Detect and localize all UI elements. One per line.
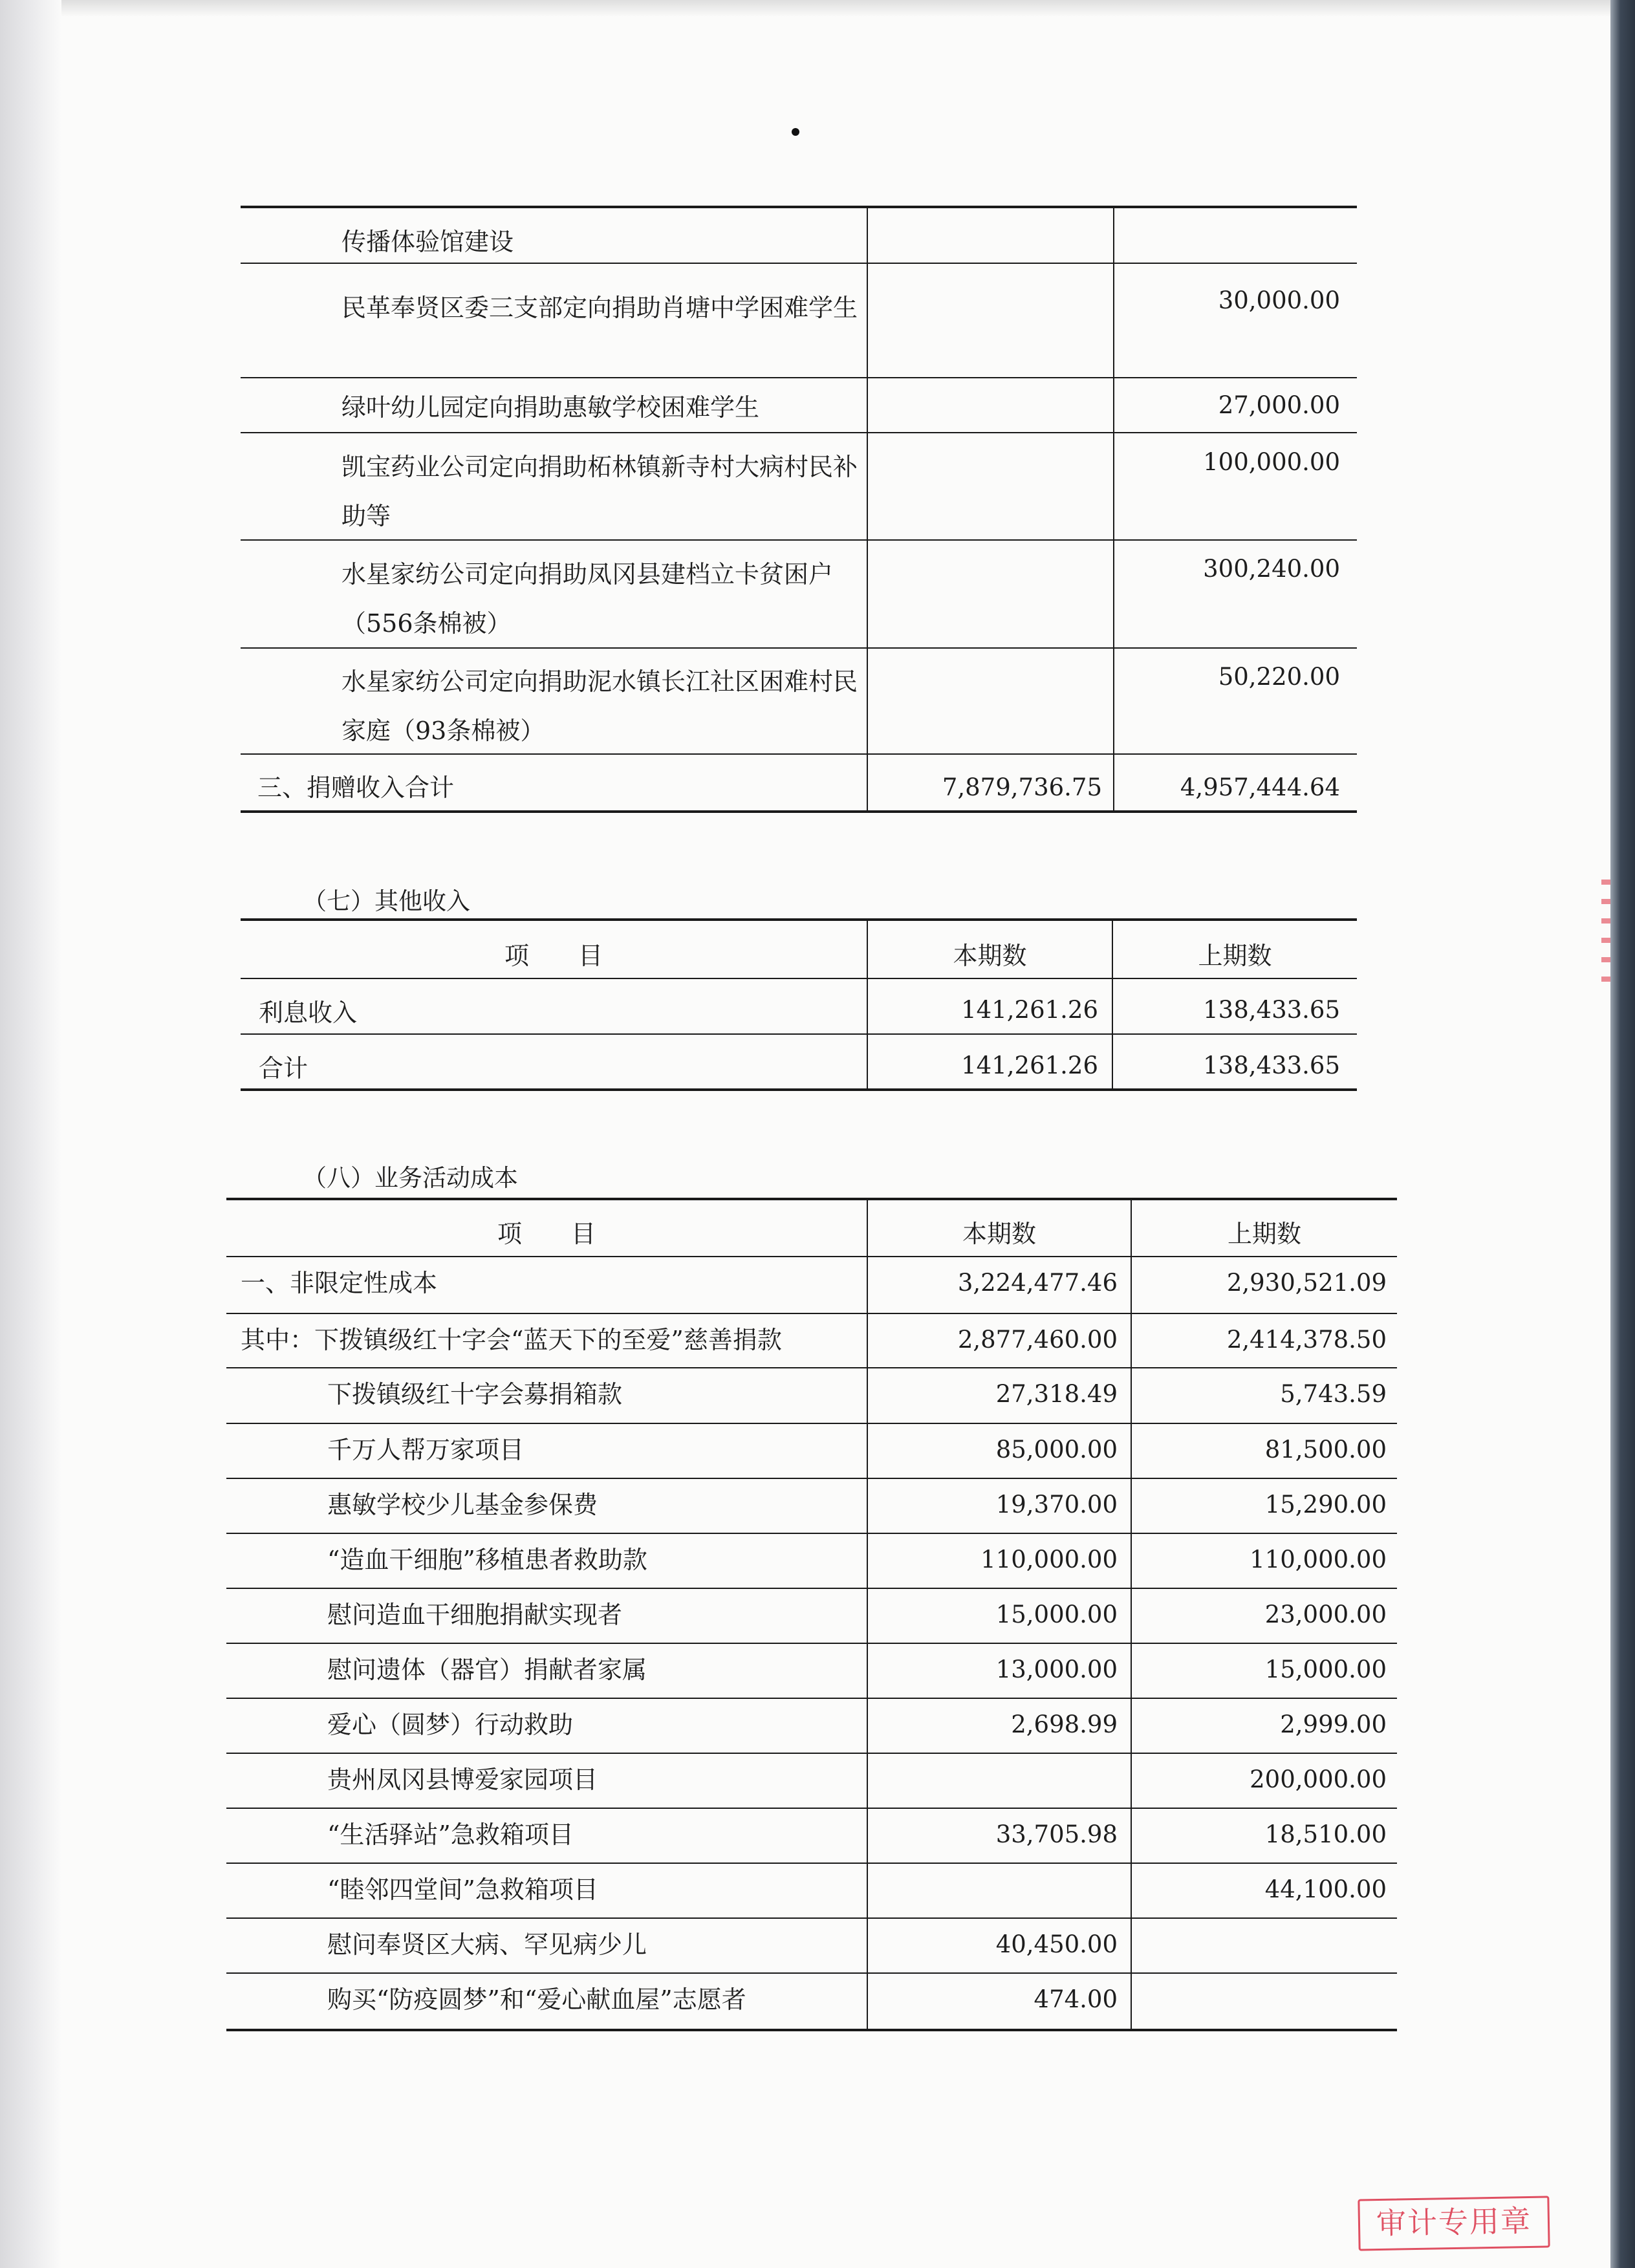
current-value: 141,261.26 [961, 996, 1098, 1024]
table-row-label: 惠敏学校少儿基金参保费 [327, 1491, 598, 1519]
current-value: 474.00 [1034, 1985, 1118, 2013]
table-row-label: 其中：下拨镇级红十字会“蓝天下的至爱”慈善捐款 [241, 1326, 782, 1354]
top-shadow [0, 0, 1617, 17]
previous-value: 81,500.00 [1264, 1436, 1387, 1463]
section-heading-business-cost: （八）业务活动成本 [303, 1164, 518, 1192]
previous-value: 100,000.00 [1203, 448, 1340, 476]
table-row-label: “造血干细胞”移植患者救助款 [327, 1546, 647, 1574]
current-value: 40,450.00 [995, 1930, 1118, 1958]
audit-stamp: 审计专用章 [1358, 2196, 1550, 2251]
table-row-label: 水星家纺公司定向捐助凤冈县建档立卡贫困户（556条棉被） [341, 560, 834, 638]
table-row-label: “睦邻四堂间”急救箱项目 [327, 1875, 598, 1904]
table-row-label: 慰问造血干细胞捐献实现者 [327, 1601, 623, 1629]
current-value: 2,877,460.00 [957, 1326, 1118, 1354]
previous-value: 2,414,378.50 [1226, 1326, 1387, 1354]
column-header-previous: 上期数 [1198, 942, 1272, 970]
table-row-label: 下拨镇级红十字会募捐箱款 [327, 1380, 623, 1409]
previous-value: 50,220.00 [1218, 663, 1340, 691]
previous-value: 2,999.00 [1280, 1711, 1387, 1738]
current-value: 33,705.98 [995, 1820, 1118, 1848]
table-row-label: 凯宝药业公司定向捐助柘林镇新寺村大病村民补助等 [341, 453, 858, 530]
table-row-label: 慰问遗体（器官）捐献者家属 [327, 1656, 647, 1684]
table-row-label: 慰问奉贤区大病、罕见病少儿 [327, 1930, 647, 1959]
total-current: 7,879,736.75 [942, 773, 1102, 801]
table-row-label: “生活驿站”急救箱项目 [327, 1820, 574, 1849]
table-row-label: 购买“防疫圆梦”和“爱心献血屋”志愿者 [327, 1985, 746, 2014]
current-value: 85,000.00 [995, 1436, 1118, 1463]
current-value: 3,224,477.46 [957, 1269, 1118, 1297]
binder-spine [1610, 0, 1635, 2268]
previous-value: 18,510.00 [1264, 1820, 1387, 1848]
binding-shadow [0, 0, 61, 2268]
previous-value: 300,240.00 [1203, 555, 1340, 583]
previous-value: 2,930,521.09 [1226, 1269, 1387, 1297]
previous-value: 27,000.00 [1218, 391, 1340, 419]
previous-value: 138,433.65 [1203, 1052, 1340, 1079]
column-header-item: 项 目 [504, 942, 603, 970]
table-row-label: 爱心（圆梦）行动救助 [327, 1711, 574, 1739]
previous-value: 5,743.59 [1280, 1380, 1387, 1408]
current-value: 141,261.26 [961, 1052, 1098, 1079]
previous-value: 23,000.00 [1264, 1601, 1387, 1628]
table-row-label: 千万人帮万家项目 [327, 1436, 525, 1464]
current-value: 27,318.49 [995, 1380, 1118, 1408]
previous-value: 44,100.00 [1264, 1875, 1387, 1903]
table-row-label: 一、非限定性成本 [241, 1269, 438, 1297]
previous-value: 200,000.00 [1250, 1766, 1387, 1793]
column-header-previous: 上期数 [1227, 1220, 1301, 1248]
previous-value: 30,000.00 [1218, 286, 1340, 314]
ink-dot [792, 128, 799, 136]
table-row-label: 民革奉贤区委三支部定向捐助肖塘中学困难学生 [341, 294, 858, 322]
current-value: 13,000.00 [995, 1656, 1118, 1683]
table-row-label: 水星家纺公司定向捐助泥水镇长江社区困难村民家庭（93条棉被） [341, 667, 858, 745]
previous-value: 138,433.65 [1203, 996, 1340, 1024]
current-value: 2,698.99 [1011, 1711, 1118, 1738]
total-previous: 4,957,444.64 [1180, 773, 1340, 801]
table-row-label: 传播体验馆建设 [341, 228, 514, 256]
column-header-current: 本期数 [953, 942, 1027, 970]
current-value: 110,000.00 [980, 1546, 1118, 1573]
table-row-label: 合计 [259, 1054, 309, 1083]
previous-value: 15,000.00 [1264, 1656, 1387, 1683]
current-value: 19,370.00 [995, 1491, 1118, 1518]
column-header-current: 本期数 [962, 1220, 1036, 1248]
previous-value: 110,000.00 [1250, 1546, 1387, 1573]
section-heading-other-income: （七）其他收入 [303, 887, 470, 915]
red-edge-mark [1601, 880, 1610, 989]
current-value: 15,000.00 [995, 1601, 1118, 1628]
total-label: 三、捐赠收入合计 [257, 773, 455, 802]
table-row-label: 利息收入 [259, 999, 358, 1027]
column-header-item: 项 目 [497, 1220, 596, 1248]
table-row-label: 绿叶幼儿园定向捐助惠敏学校困难学生 [341, 393, 760, 422]
previous-value: 15,290.00 [1264, 1491, 1387, 1518]
table-row-label: 贵州凤冈县博爱家园项目 [327, 1766, 598, 1794]
